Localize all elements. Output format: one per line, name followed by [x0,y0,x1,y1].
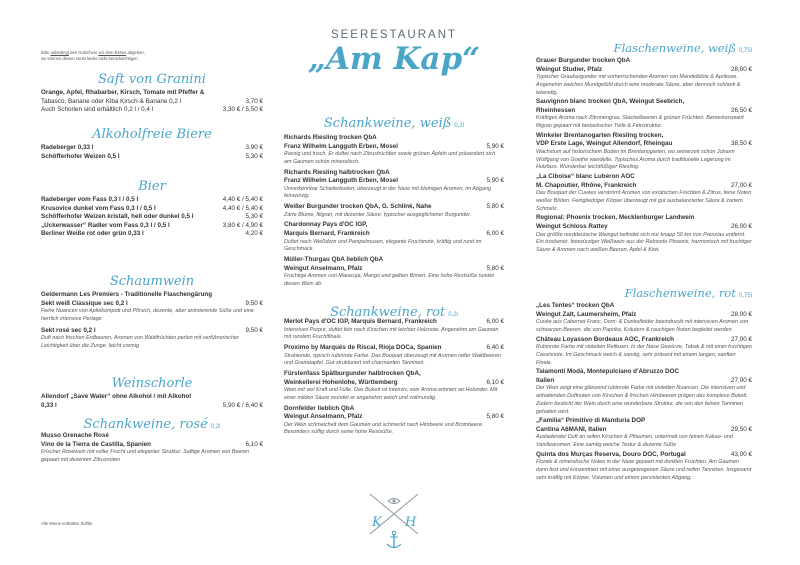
wine-price: 9,50 € [245,299,263,307]
wine-name: Quinta dos Murças Reserva, Douro DOC, Portugal [536,450,686,458]
wine-origin-row [536,311,752,320]
wine-origin-row [284,265,504,274]
wine-origin-row [536,66,752,75]
wine-name-row [284,256,504,265]
wine-description: Zarte Blume, filigran, mit dezenter Säure, typischer ausgeglichener Burgunder. [284,211,472,218]
wine-price: 6,10 € [245,440,263,448]
wine-price: 27,00 € [730,376,752,384]
item-price: 5,30 € [245,213,263,221]
wine-item [536,57,752,97]
section-title-saft: Saft von Granini [98,72,206,87]
list-item [41,230,263,239]
wine-description: Typischer Grauburgunder mit vorherrschenden Aromen von Mandelblüte & Aprikose. Angenehm weiches Mundgefühl durch eine moderate Säure, aber dennoch schlank & lebendig. [536,74,741,96]
wine-origin: Vino de la Tierra de Castilla, Spanien [41,440,152,448]
wine-description: Fruchtige Aromen von Maracuja, Mango und gelben Birnen. Eine hohe Restsüße rundet diesen Wein ab. [284,273,494,287]
list-item [41,196,263,205]
wine-origin-row [536,377,752,386]
wine-origin-row [284,177,504,186]
alkoholfrei-list [41,144,263,161]
wine-origin-row [284,413,504,422]
list-item [41,106,263,115]
footnote-sulfite: Alle Weine enthalten Sulfite. [41,521,94,526]
wine-description: Rubinrote Farbe mit violetten Reflexen. In der Nase Gewürze, Tabak & mit einer fruchtigen Cassisnote. Im Geschmack weich & samtig, sehr präsent mit einem langen, sanften Finale. [536,344,752,366]
wine-price: 9,50 € [245,326,263,334]
wine-origin-row [41,441,263,450]
wine-item [536,451,752,483]
wine-origin: Franz Wilhelm Langguth Erben, Mosel [284,177,398,185]
wine-name-row [536,368,752,377]
logo-letter-k: K [372,515,382,530]
item-name: Radeberger vom Fass 0,3 l / 0,5 l [41,196,139,203]
wine-name: Proximo by Marqués de Riscal, Rioja DOCa, Spanien [284,344,442,351]
item-name: Radeberger 0,33 l [41,144,94,151]
item-price: 3,30 € / 5,50 € [222,106,263,114]
item-price: 5,90 € / 6,40 € [222,401,263,409]
item-name: Auch Schorlen sind erhältlich 0,2 l / 0,4 l [41,106,154,114]
item-price: 4,20 € [245,230,263,238]
wine-price: 5,80 € [486,203,504,211]
wine-description: Rassig und frisch. Er duftet nach Zitrusfrüchten sowie grünen Äpfeln und präsentiert sich am Gaumen schön mineralisch. [284,151,496,165]
wine-name-row [536,336,752,345]
wine-price: 26,00 € [730,223,752,231]
wine-name-row [536,98,752,107]
wine-price: 28,00 € [730,310,752,318]
wine-description: Duft nach frischen Erdbeeren, Aromen von Waldfrüchten perlen mit verführerischer Leichtigkeit über die Zunge, leicht cremig [41,335,239,349]
section-title-schank-rot: Schankweine, rot 0,2l [330,305,458,320]
wine-item [41,327,263,351]
brand-name: „Am Kap“ [307,41,480,77]
wine-description: Wachstum auf historischem Boden im Brentanogarten, wo seinerzeit schon Johann Wolfgang von Goethe wandelte. Typisches Aroma durch traditionelle Lagerung im Holzfass. Wunderbar leichtfüßiger Riesling. [536,149,735,171]
wine-name-row [536,302,752,311]
wine-name: Richards Riesling trocken QbA [284,134,377,141]
wine-name-row [536,173,752,182]
wine-name: Weißer Burgunder trocken QbA, G. Schlink, Nahe [284,203,432,211]
wine-price: 5,80 € [486,264,504,272]
wine-item [284,169,504,202]
schank-weiss-list [284,134,504,291]
wine-item [536,173,752,213]
item-price: 3,80 € / 4,90 € [222,221,263,229]
wine-origin: Weingut Anselmann, Pfalz [284,264,363,272]
anchor-logo-icon [360,490,428,554]
item-name: Berliner Weiße rot oder grün 0,33 l [41,230,144,238]
wine-item [536,368,752,416]
wine-item [41,291,263,324]
schank-rot-list [284,318,504,439]
item-price: 4,40 € / 5,40 € [222,196,263,203]
wine-origin: Rheinhessen [536,106,576,114]
wine-origin: VDP Erste Lage, Weingut Allendorf, Rheingau [536,140,673,148]
list-item [41,222,263,231]
weinschorle-list [41,393,263,410]
section-title-rose: Schankweine, rosé 0,2l [83,417,221,432]
item-name: 0,33 l [41,401,57,409]
list-item [41,89,263,98]
wine-name: Dornfelder lieblich QbA [284,404,355,412]
wine-description: Wein mit viel Kraft und Fülle. Das Bukett ist intensiv, sein Aroma erinnert an Holunder. Mit einer milden Säure mundet er angenehm weich und vollmundig. [284,387,498,401]
flasche-weiss-list [536,57,752,256]
voucher-note: Bitte unbedingt den Gutschein vor dem Essen abgeben, wo können diesen sonst leider nicht berücksichtigen. [41,50,145,61]
saft-list [41,89,263,115]
section-title-bier: Bier [138,179,166,194]
wine-description: Florale & mineralische Noten in der Nase gepaart mit dunklen Früchten. Am Gaumen dann fest und konzentriert mit einer ausgewogenen Säure und reifen Tanninen. Insgesamt sehr kräftig mit Körper, Volumen und einem persistenten Abgang. [536,459,752,481]
wine-price: 6,40 € [486,344,504,351]
wine-name: „Familia“ Primitivo di Manduria DOP [536,417,646,425]
brand-prefix: SEERESTAURANT [330,29,458,41]
wine-item [284,344,504,368]
wine-origin: Marquis Bernard, Frankreich [284,230,370,238]
section-title-flasche-weiss: Flaschenweine, weiß 0,75l [613,41,752,55]
item-name: Schöfferhofer Weizen 0,5 l [41,152,120,160]
wine-price: 28,00 € [730,65,752,73]
wine-description: Das größte norddeutsche Weingut befindet sich nur knapp 50 km von Prenzlau entfernt. Ein trockener, feinwürziger Weißwein aus der Rebsorte Phoenix, harmonisch mit fruchtiger Säure & Aromen nach weißen Beeren, Apfel & Kiwi. [536,231,752,254]
list-item [41,393,263,402]
wine-name: „La Ciboise“ blanc Lubéron AOC [536,173,635,181]
section-title-schaumwein: Schaumwein [109,274,195,289]
wine-name-row [284,134,504,143]
wine-price: 5,90 € [486,142,504,150]
wine-item [284,405,504,438]
wine-price: 27,00 € [730,181,752,189]
wine-name-row [284,221,504,230]
restaurant-brand [284,29,504,77]
wine-name: Chardonnay Pays d'OC IGP, [284,221,368,229]
wine-item [536,214,752,254]
wine-origin-row [536,426,752,435]
flasche-rot-list [536,302,752,484]
wine-origin: Sekt weiß Classique sec 0,2 l [41,299,128,307]
item-name: „Uckerwasser“ Radler vom Fass 0,3 l / 0,5 l [41,221,170,229]
wine-description: Cuvée aus Cabernet Franc, Dorn- & Dunkelfelder beeindruckt mit intensiven Aromen von schwarzen Beeren, die von Paprika, Kräutern & rauchigen Noten begleitet werden. [536,319,749,333]
wine-origin: Weingut Schloss Rattey [536,223,608,231]
wine-name: Grauer Burgunder trocken QbA [536,57,631,64]
item-name: Krusovice dunkel vom Fass 0,3 l / 0,5 l [41,204,156,212]
wine-description: Ausladender Duft an reifen Kirschen & Pflaumen, untermalt von feinen Kakao- und Vanillearomen. Eine samtig weiche Textur & dezente Süße [536,434,733,449]
section-title-schank-weiss: Schankweine, weiß 0,2l [323,116,465,131]
wine-origin: Weinkellerei Hohenlohe, Württemberg [284,378,398,386]
list-item [41,205,263,214]
wine-name-row [41,291,263,300]
wine-item [284,134,504,167]
wine-origin: Weingut Zalt, Laumersheim, Pfalz [536,310,637,318]
wine-price: 27,00 € [730,335,752,343]
wine-description: Frischer Roséwein mit voller Frucht und eleganter Struktur. Saftige Aromen von Beeren gepaart mit dezenten Zitrusnoten [41,449,250,463]
wine-description: Kräftiges Aroma nach Zitronengras, Stachelbeeren & grünen Früchten. Bemerkenswert filigran gepaart mit fantastischer Tiefe & Feinstruktur. [536,115,744,130]
wine-description: Der Wein zeigt eine glänzend rubinrote Farbe mit violetten Nuancen. Die intensiven und anhaltenden Duftnoten von Kirschen & frischen Himbeeren prägen das komplexe Bukett. Zudem besticht der Wein durch eine wunderbare Struktur, die von den feinen Tanninen gehalten wird. [536,385,748,415]
wine-origin-row [536,223,752,232]
wine-origin-row [284,143,504,152]
wine-description: Duftet nach Weißdorn und Pampelmusen, elegante Fruchtnote, kräftig und rund im Geschmack. [284,238,482,253]
wine-item [536,417,752,450]
wine-item [536,132,752,172]
item-price: 3,70 € [245,97,263,105]
wine-price: 29,50 € [730,425,752,433]
wine-item [284,221,504,254]
schaumwein-list [41,291,263,354]
list-item [41,98,263,107]
wine-item [536,98,752,131]
item-price: 5,30 € [245,152,263,160]
wine-item [284,370,504,403]
wine-name-row [536,451,752,460]
wine-name: Merlot Pays d'OC IGP, Marquis Bernard, Frankreich [284,318,437,325]
wine-description: Feine Nuancen von Apfelkompott und Pfirsich, dezente, aber animierende Süße und eine herrlich intensive Perlage [41,308,254,322]
wine-name: Sauvignon blanc trocken QbA, Weingut Seebrich, [536,98,685,106]
wine-description: Intensives Purpur, duftet fein nach Kirschen mit leichter Holznote. Angenehm am Gaumen mit rundem Fruchtfinale. [284,326,499,341]
wine-name: Talamonti Modà, Montepulciano d'Abruzzo DOC [536,368,680,376]
wine-origin-row [41,300,263,309]
wine-price: 38,50 € [730,140,752,148]
bier-list [41,196,263,239]
wine-name-row [284,370,504,379]
wine-name-row [284,318,504,327]
section-title-flasche-rot: Flaschenweine, rot 0,75l [624,286,752,300]
wine-price: 26,50 € [730,106,752,114]
list-item [41,213,263,222]
wine-item [284,203,504,219]
wine-name-row [284,203,504,212]
wine-name-row [536,214,752,223]
logo-letter-h: H [405,515,417,530]
rose-list [41,432,263,465]
wine-name: Regional: Phoenix trocken, Mecklenburger Landwein [536,214,695,222]
wine-name: Geldermann Les Premiers - Traditionelle Flaschengärung [41,291,213,298]
wine-origin-row [536,182,752,191]
item-name: Orange, Apfel, Rhabarber, Kirsch, Tomate mit Pfeffer & [41,89,205,96]
wine-item [536,302,752,335]
wine-price: 5,90 € [486,177,504,185]
wine-price: 6,00 € [486,318,504,325]
wine-origin: Cantina A6MANI, Italien [536,425,607,433]
wine-name: „Les Tentes“ trocken QbA [536,302,615,309]
wine-name: Richards Riesling halbtrocken QbA [284,168,390,176]
wine-origin-row [536,140,752,149]
item-name: Tabasco, Banane oder Kiba Kirsch-& Banane 0,2 l [41,97,182,105]
item-name: Schöfferhofer Weizen kristall, hell oder dunkel 0,5 l [41,213,194,221]
wine-origin-row [41,327,263,336]
wine-origin: Sekt rosé sec 0,2 l [41,326,96,334]
wine-description: Das Bouquet der Cuvées verströmt Aromen von exotischen Früchten & Zitrus, feine Noten weißer Blüten. Feingliedriger Körper überzeugt mit gut ausbalancierter Säure & zartem Schmelz. [536,190,752,212]
wine-name: Château Loyasson Bordeaux AOC, Frankreich [536,335,674,343]
wine-item [284,318,504,342]
wine-name-row [536,57,752,66]
wine-name-row [536,417,752,426]
wine-name: Müller-Thurgau QbA lieblich QbA [284,256,384,264]
wine-origin-row [284,379,504,388]
wine-name: Fürstenfass Spätburgunder halbtrocken QbA, [284,370,421,377]
section-title-weinschorle: Weinschorle [111,376,193,391]
wine-name-row [284,169,504,178]
wine-name-row [284,405,504,414]
list-item [41,144,263,153]
wine-origin: Italien [536,376,555,384]
item-price: 3,90 € [245,144,263,151]
wine-description: Strahlende, typisch rubinrote Farbe. Das Bouquet überzeugt mit Aromen reifer Waldbeeren und Granatapfel. Gut strukturiert mit charmanten Tanninen. [284,352,501,367]
wine-price: 6,10 € [486,378,504,386]
wine-origin: M. Chapoutier, Rhône, Frankreich [536,181,637,189]
wine-description: Unverkennbar Schieferboden, überzeugt in der Nase mit blumigen Aromen, im Abgang feinwürzig. [284,185,491,200]
wine-origin-row [284,230,504,239]
wine-price: 43,00 € [730,450,752,458]
item-name: Allendorf „Save Water“ ohne Alkohol / mit Alkohol [41,393,192,400]
section-title-alkoholfrei: Alkoholfreie Biere [92,127,212,142]
wine-name-row [284,344,504,353]
list-item [41,402,263,411]
item-price: 4,40 € / 5,40 € [222,204,263,212]
wine-origin: Weingut Studier, Pfalz [536,65,603,73]
wine-price: 5,80 € [486,413,504,421]
wine-item [536,336,752,368]
wine-description: Der Wein schmeichelt dem Gaumen und schmeckt nach Himbeere und Brombeere. Besonders süffig durch seine hohe Restsüße. [284,421,484,436]
wine-name: Musso Grenache Rosé [41,432,109,439]
wine-origin: Weingut Anselmann, Pfalz [284,413,363,421]
wine-name: Winkeler Brentanogarten Riesling trocken, [536,131,664,139]
wine-name-row [536,132,752,141]
wine-price: 6,00 € [486,230,504,238]
wine-origin-row [536,107,752,116]
wine-origin: Franz Wilhelm Langguth Erben, Mosel [284,142,398,150]
list-item [41,153,263,162]
wine-item [284,256,504,289]
